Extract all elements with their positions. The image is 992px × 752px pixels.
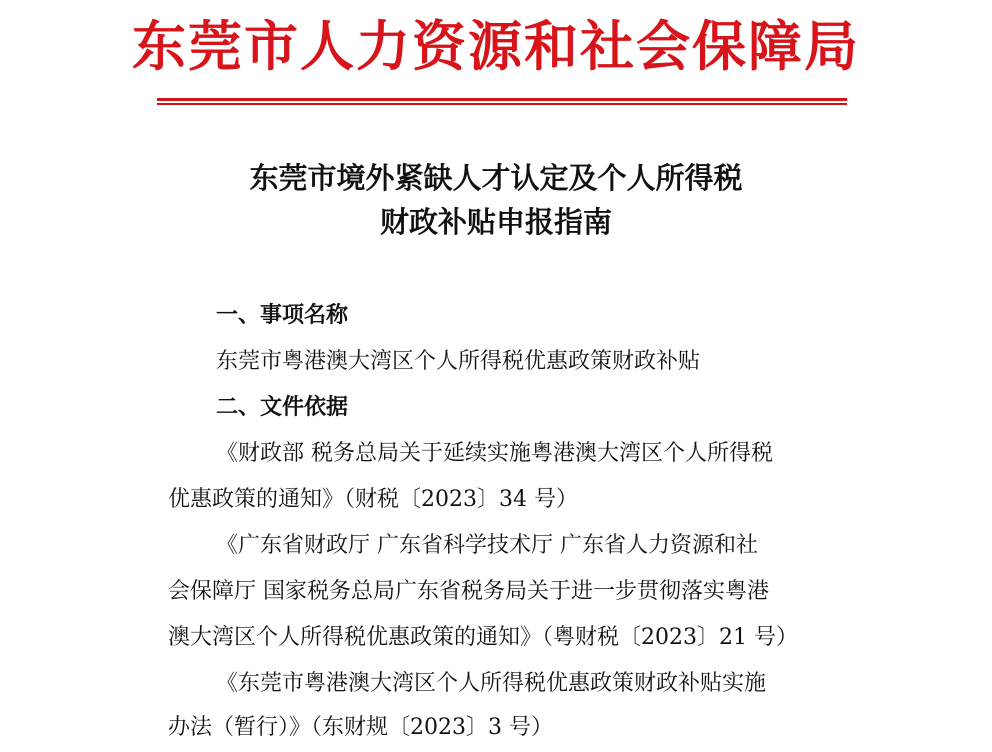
section-heading-basis-documents: 二、文件依据	[216, 395, 349, 420]
basis-document-3-line-1: 《东莞市粤港澳大湾区个人所得税优惠政策财政补贴实施	[216, 671, 767, 696]
masthead-rule-thin	[157, 103, 847, 105]
document-title-line-1: 东莞市境外紧缺人才认定及个人所得税	[249, 161, 743, 195]
agency-masthead: 东莞市人力资源和社会保障局	[132, 14, 860, 78]
item-name-text: 东莞市粤港澳大湾区个人所得税优惠政策财政补贴	[216, 349, 701, 374]
basis-document-1-line-1: 《财政部 税务总局关于延续实施粤港澳大湾区个人所得税	[216, 441, 773, 466]
basis-document-2-line-2: 会保障厅 国家税务总局广东省税务局关于进一步贯彻落实粤港	[168, 579, 769, 604]
section-heading-item-name: 一、事项名称	[216, 303, 349, 328]
basis-document-2-line-1: 《广东省财政厅 广东省科学技术厅 广东省人力资源和社	[216, 533, 758, 558]
basis-document-3-line-2: 办法（暂行）》（东财规〔2023〕3 号）	[168, 715, 553, 740]
basis-document-1-line-2: 优惠政策的通知》（财税〔2023〕34 号）	[168, 487, 578, 512]
basis-document-2-line-3: 澳大湾区个人所得税优惠政策的通知》（粤财税〔2023〕21 号）	[168, 625, 798, 650]
document-title-line-2: 财政补贴申报指南	[379, 205, 612, 239]
masthead-rule-thick	[157, 98, 847, 101]
